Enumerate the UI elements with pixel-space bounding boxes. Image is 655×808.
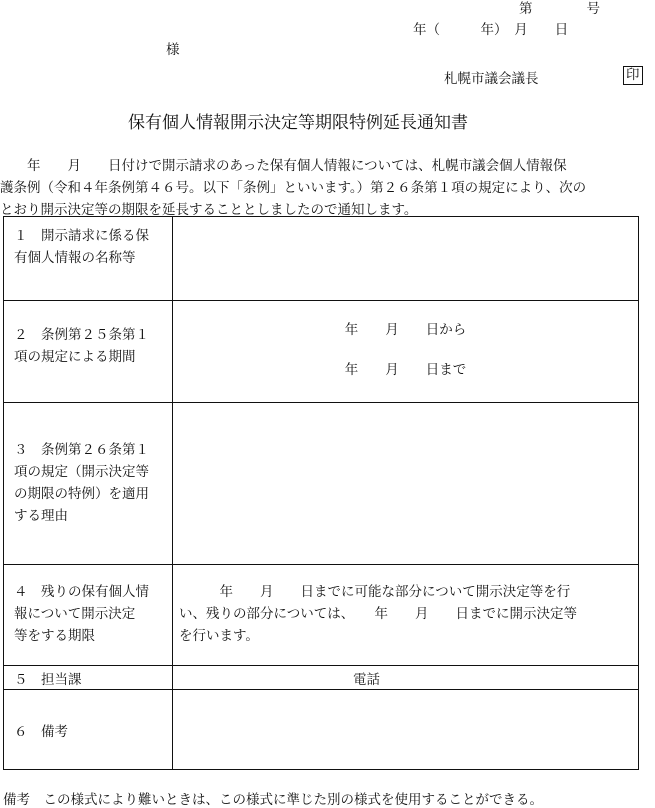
footnote: 備考 この様式により難いときは、この様式に準じた別の様式を使用することができる。 (3, 792, 543, 808)
label-line: １ 開示請求に係る保 (14, 228, 149, 244)
date-line: 年（ 年） 月 日 (413, 22, 569, 38)
row-remarks (4, 690, 639, 770)
addressee-suffix: 様 (166, 42, 180, 58)
sender-name: 札幌市議会議長 (444, 71, 539, 87)
label-department: ５ 担当課 (4, 666, 173, 690)
row-department (4, 666, 639, 690)
period-to: 年 月 日まで (344, 362, 467, 378)
content-line: い、残りの部分については、 年 月 日までに開示決定等 (179, 606, 577, 622)
page-title: 保有個人情報開示決定等期限特例延長通知書 (128, 113, 468, 133)
row-remaining-deadline (4, 565, 639, 666)
label-line: 等をする期限 (14, 628, 95, 644)
row-period (4, 301, 639, 403)
row-requested-info (4, 217, 639, 301)
content-line: 年 月 日までに可能な部分について開示決定等を行 (179, 584, 571, 600)
label-line: の期限の特例）を適用 (14, 486, 149, 502)
content-line: を行います。 (179, 628, 259, 644)
label-line: ４ 残りの保有個人情 (14, 584, 149, 600)
field-department[interactable] (173, 666, 639, 690)
label-line: ３ 条例第２６条第１ (14, 442, 149, 458)
field-period[interactable] (173, 301, 639, 403)
phone-label: 電話 (353, 671, 380, 688)
notice-form-table (3, 216, 639, 770)
field-requested-info[interactable] (173, 217, 639, 301)
body-line-2: 護条例（令和４年条例第４６号。以下「条例」といいます。）第２６条第１項の規定により、次の (0, 180, 587, 196)
field-remarks[interactable] (173, 690, 639, 770)
label-line: ２ 条例第２５条第１ (14, 326, 149, 343)
field-remaining-deadline[interactable] (173, 565, 639, 666)
label-period (4, 301, 173, 403)
body-line-1: 年 月 日付けで開示請求のあった保有個人情報については、札幌市議会個人情報保 (0, 158, 567, 174)
label-remarks: ６ 備考 (4, 690, 173, 770)
field-reason[interactable] (173, 403, 639, 565)
label-remaining-deadline (4, 565, 173, 666)
body-line-3: とおり開示決定等の期限を延長することとしましたので通知します。 (0, 202, 418, 218)
label-line: 有個人情報の名称等 (14, 250, 136, 266)
label-reason (4, 403, 173, 565)
label-line: 報について開示決定 (14, 606, 136, 622)
document-number-line: 第 号 (519, 1, 600, 17)
row-reason (4, 403, 639, 565)
label-line: 項の規定（開示決定等 (14, 464, 149, 480)
label-requested-info (4, 217, 173, 301)
period-from: 年 月 日から (344, 322, 467, 338)
label-line: する理由 (14, 508, 68, 524)
seal-mark: 印 (623, 66, 643, 85)
label-line: 項の規定による期間 (14, 348, 136, 365)
